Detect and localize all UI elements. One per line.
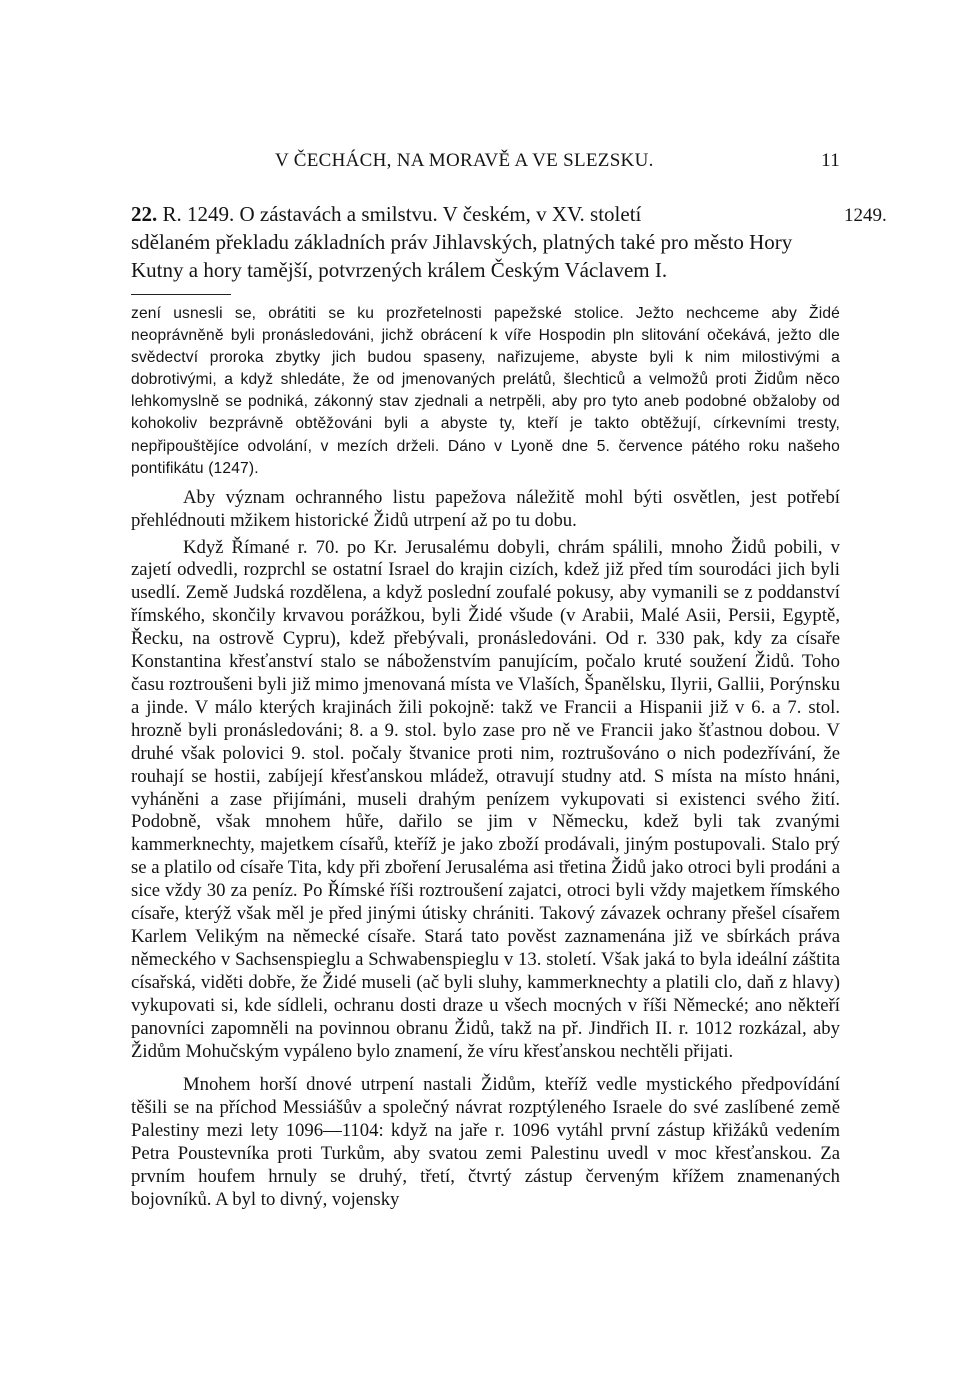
running-header-title: V ČECHÁCH, NA MORAVĚ A VE SLEZSKU. <box>275 150 654 171</box>
quoted-charter-text: zení usnesli se, obrátiti se ku prozřetelnosti papežské stolice. Ježto nechceme aby Židé neoprávněně byli pronásledováni, jichž obrácení k víře Hospodin pln slitování očekává, ježto dle svědectví proroka zbytky jich budou spaseny, nařizujeme, abyste byli k nim milostivými a dobrotivými, a když shledáte, že od jmenovaných prelátů, šlechticů a velmožů proti Židům něco lehkomyslně se podniká, zákonný stav zjednali a netrpěli, aby pro tyto aneb podobné obžaloby od kohokoliv bezprávně obtěžováni byli a abyste ty, kteří je takto obtěžují, církevními tresty, nepřipouštějíce odvolání, v mezích drželi. Dáno v Lyoně dne 5. července pátého roku našeho pontifikátu (1247). <box>131 305 840 477</box>
running-header <box>275 150 840 176</box>
divider-rule <box>131 294 231 295</box>
paragraph: Aby význam ochranného listu papežova náležitě mohl býti osvětlen, jest potřebí přehlédnouti mžikem historické Židů utrpení až po tu dobu. <box>131 486 840 531</box>
paragraph: Mnohem horší dnové utrpení nastali Židům, kteříž vedle mystického předpovídání těšili se na příchod Messiášův a společný návrat rozptýleného Israele do své zaslíbené země Palestiny mezi lety 1096—1104: když na jaře r. 1096 vytáhl první zástup křižáků vedením Petra Poustevníka proti Turkům, aby svatou zemi Palestinu uvedl v moc křesťanskou. Za prvním houfem hrnuly se druhý, třetí, čtvrtý zástup červeným křížem znamenaných bojovníků. A byl to divný, vojensky <box>131 1074 840 1210</box>
document-heading-rest: sdělaném překladu základních práv Jihlavských, platných také pro město Hory Kutny a hory tamější, potvrzených králem Českým Václavem I. <box>131 230 793 282</box>
document-heading-line1: R. 1249. O zástavách a smilstvu. V českém, v XV. století <box>162 202 642 226</box>
body-text <box>131 303 840 1212</box>
paragraph: Když Římané r. 70. po Kr. Jerusalému dobyli, chrám spálili, mnoho Židů pobili, v zajetí odvedli, rozprchl se ostatní Israel do krajin cizích, kdež již před tím sourodáci jich byli usedlí. Země Judská rozdělena, a když poslední zoufalé pokusy, aby vymanili se z poddanství římského, skončily krvavou porážkou, byli Židé všude (v Arabii, Malé Asii, Persii, Egyptě, Řecku, na ostrově Cypru), kdež přebývali, pronásledováni. Od r. 330 pak, kdy za císaře Konstantina křesťanství stalo se náboženstvím panujícím, počalo kruté soužení Židů. Toho času roztroušeni byli již mimo jmenovaná místa ve Vlaších, Španělsku, Ilyrii, Gallii, Porýnsku a jinde. V málo kterých krajinách žili pokojně: takž ve Francii a Hispanii již v 6. a 7. stol. hrozně byli pronásledováni; 8. a 9. stol. bylo zase pro ně ve Francii jako šťastnou dobou. V druhé však polovici 9. stol. počaly štvanice proti nim, roztrušováno o nich podezřívání, že rouhají se hostii, zabíjejí křesťanskou mládež, otravují studny atd. S místa na místo hnáni, vyháněni a zase přijímáni, museli drahým penízem vykupovati si existenci svého žití. Podobně, však mnohem hůře, dařilo se jim v Německu, kdež byli tak zvanými kammerknechty, majetkem císařů, kteříž je jako zboží prodávali, jiným postupovali. Stalo prý se a platilo od císaře Tita, kdy při zboření Jerusaléma asi třetina Židů jako otroci byli prodáni a sice vždy 30 za peníz. Po Římské říši roztroušení zajatci, otroci byli vždy majetkem římského císaře, kterýž však měl je před jinými útisky chrániti. Takový závazek ochrany přešel císařem Karlem Velikým na německé císaře. Stará tato pověst zaznamenána již ve sbírkách práva německého v Sachsenspieglu a Schwabenspieglu v 13. století. Však jaká to byla ideální záštita císařská, viděti dobře, že Židé museli (ač byli sluhy, kammerknechty a platili clo, daň z hlavy) vykupovati si, kde sídleli, ochranu dosti draze u všech mocných v říši Německé; ano někteří panovníci zapomněli na povinnou obranu Židů, takž na př. Jindřich II. r. 1012 rozkázal, aby Židům Mohučským vypáleno bylo znamení, že víru křesťanskou nechtěli přijati. <box>131 536 840 1062</box>
document-number: 22. <box>131 202 158 226</box>
page-number: 11 <box>821 150 840 171</box>
document-heading <box>131 200 843 284</box>
margin-year: 1249. <box>844 205 887 226</box>
